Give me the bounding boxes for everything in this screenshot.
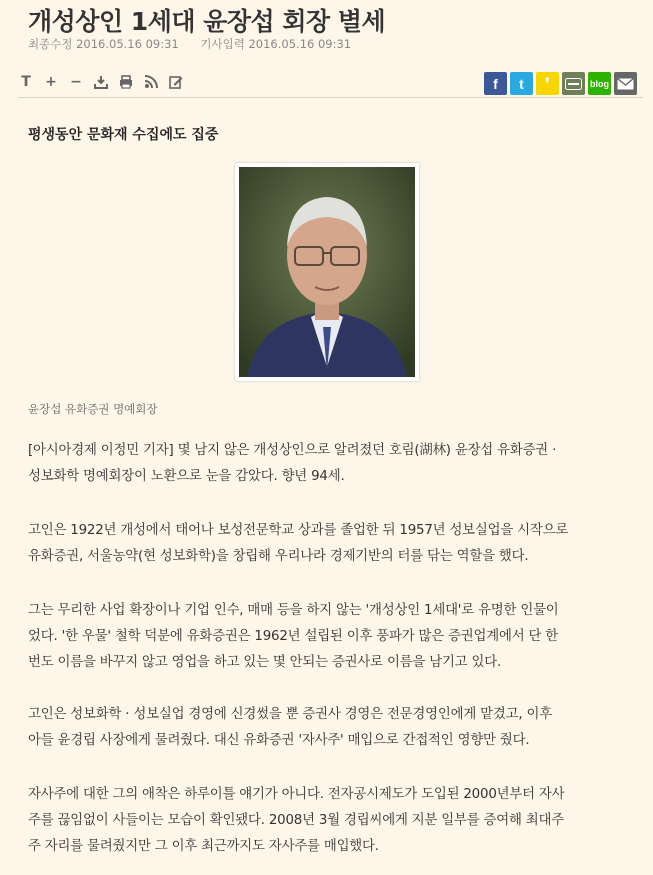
article-paragraph <box>28 702 628 754</box>
rss-icon[interactable] <box>143 74 159 90</box>
print-icon[interactable] <box>118 74 134 90</box>
article-headline: 개성상인 1세대 윤장섭 회장 별세 <box>28 7 386 36</box>
band-share[interactable] <box>562 72 585 95</box>
paragraph-line: 고인은 1922년 개성에서 태어나 보성전문학교 상과를 졸업한 뒤 1957년 성보실업을 시작으로 <box>28 523 569 538</box>
published-date: 기사입력 2016.05.16 09:31 <box>200 37 352 51</box>
facebook-share[interactable]: f <box>484 72 507 95</box>
paragraph-line: 고인은 성보화학 · 성보실업 경영에 신경썼을 뿐 증권사 경영은 전문경영인에게 맡겼고, 이후 <box>28 707 552 722</box>
article-paragraph <box>28 598 628 676</box>
article-tools <box>18 74 184 90</box>
blog-share[interactable]: blog <box>588 72 611 95</box>
article-photo <box>235 163 419 381</box>
edit-icon[interactable] <box>168 74 184 90</box>
article-dates <box>28 36 369 52</box>
email-share[interactable] <box>614 72 637 95</box>
portrait-image <box>239 167 415 377</box>
download-icon[interactable] <box>93 74 109 90</box>
paragraph-line: 아들 윤경립 사장에게 물려줬다. 대신 유화증권 '자사주' 매입으로 간접적인 영향만 줬다. <box>28 733 530 748</box>
paragraph-line: 성보화학 명예회장이 노환으로 눈을 감았다. 향년 94세. <box>28 469 345 484</box>
divider <box>18 97 643 98</box>
article-paragraph <box>28 518 628 570</box>
paragraph-line: 주 자리를 물려줬지만 그 이후 최근까지도 자사주를 매입했다. <box>28 839 379 854</box>
kakao-share[interactable]: ❜ <box>536 72 559 95</box>
paragraph-line: 주를 끊임없이 사들이는 모습이 확인됐다. 2008년 3월 경립씨에게 지분 일부를 증여해 최대주 <box>28 813 565 828</box>
zoom-out-icon[interactable]: − <box>70 74 82 90</box>
article-toolbar <box>0 72 653 94</box>
photo-caption: 윤장섭 유화증권 명예회장 <box>28 402 158 416</box>
twitter-share[interactable]: t <box>510 72 533 95</box>
paragraph-line: [아시아경제 이정민 기자] 몇 남지 않은 개성상인으로 알려졌던 호림(湖林) 윤장섭 유화증권 · <box>28 443 557 458</box>
zoom-in-icon[interactable]: + <box>45 74 57 90</box>
paragraph-line: 었다. '한 우물' 철학 덕분에 유화증권은 1962년 설립된 이후 풍파가 많은 증권업계에서 단 한 <box>28 629 559 644</box>
font-size-icon[interactable]: T <box>21 74 31 90</box>
paragraph-line: 번도 이름을 바꾸지 않고 영업을 하고 있는 몇 안되는 증권사로 이름을 남기고 있다. <box>28 655 501 670</box>
share-buttons <box>484 72 637 95</box>
updated-date: 최종수정 2016.05.16 09:31 <box>28 37 179 51</box>
article-subheading: 평생동안 문화재 수집에도 집중 <box>28 127 219 143</box>
article-paragraph <box>28 438 628 490</box>
article-paragraph <box>28 782 628 860</box>
paragraph-line: 자사주에 대한 그의 애착은 하루이틀 얘기가 아니다. 전자공시제도가 도입된 2000년부터 자사 <box>28 787 565 802</box>
paragraph-line: 그는 무리한 사업 확장이나 기업 인수, 매매 등을 하지 않는 '개성상인 1세대'로 유명한 인물이 <box>28 603 559 618</box>
paragraph-line: 유화증권, 서울농약(현 성보화학)을 창립해 우리나라 경제기반의 터를 닦는 역할을 했다. <box>28 549 529 564</box>
